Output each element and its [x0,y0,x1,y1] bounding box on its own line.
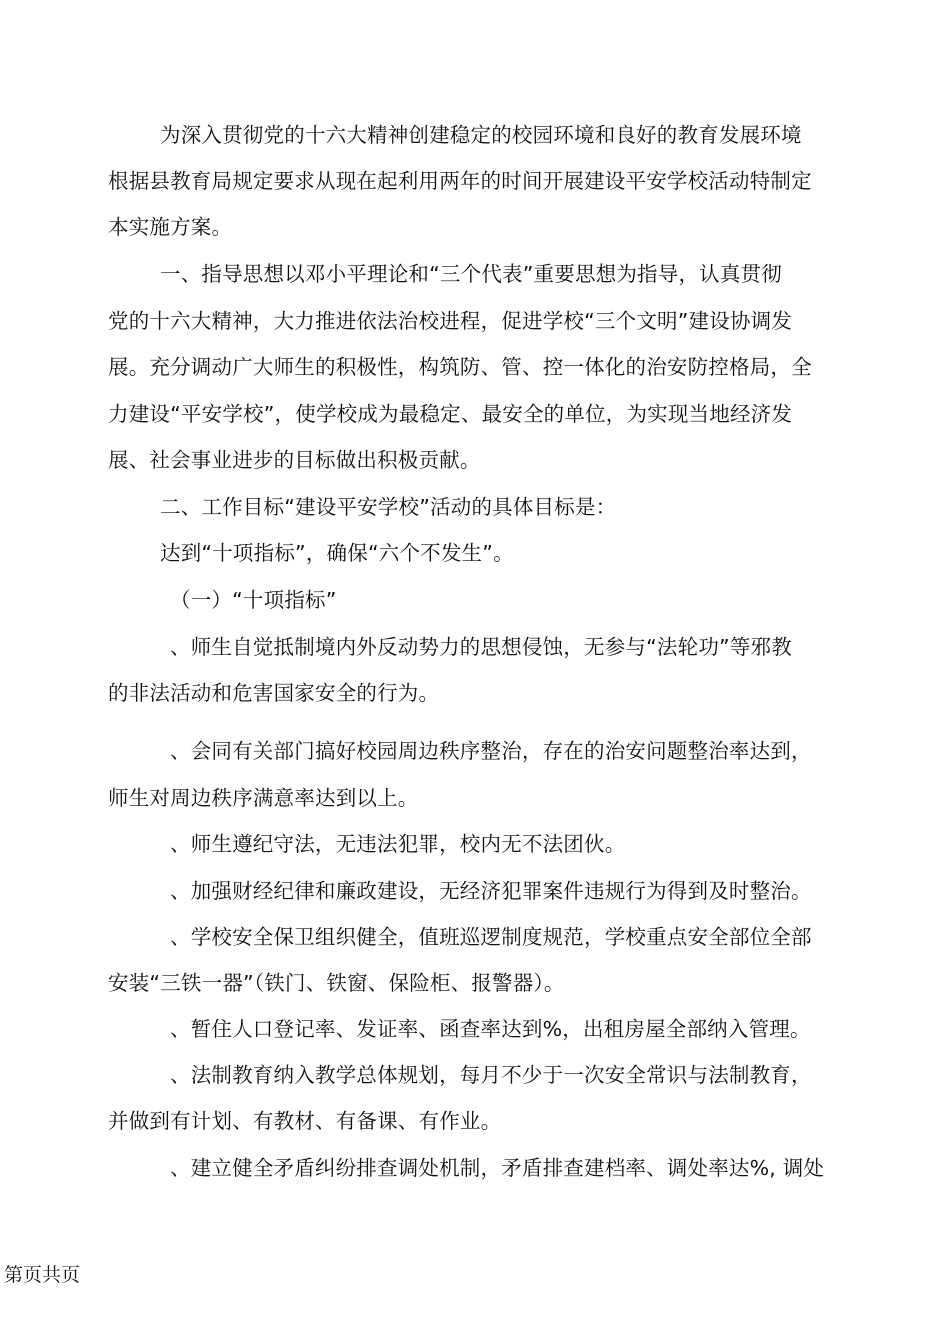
list-item-line: 、暂住人口登记率、发证率、函查率达到%，出租房屋全部纳入管理。 [170,1017,811,1041]
page-footer: 第页共页 [4,1264,81,1286]
text-line: 党的十六大精神，大力推进依法治校进程，促进学校“三个文明”建设协调发 [108,309,793,333]
list-item-line: 、建立健全矛盾纠纷排查调处机制，矛盾排查建档率、调处率达%, 调处 [170,1156,825,1180]
text-line: 的非法活动和危害国家安全的行为。 [108,681,440,705]
text-line: 为深入贯彻党的十六大精神创建稳定的校园环境和良好的教育发展环境 [160,123,802,147]
list-item-line: 、学校安全保卫组织健全，值班巡逻制度规范，学校重点安全部位全部 [170,925,812,949]
text-line: 展、社会事业进步的目标做出积极贡献。 [108,448,481,472]
list-item-line: 、师生遵纪守法，无违法犯罪，校内无不法团伙。 [170,832,626,856]
section-heading-line: 二、工作目标“建设平安学校”活动的具体目标是： [160,495,617,519]
text-line: 师生对周边秩序满意率达到以上。 [108,786,419,810]
list-item-line: 、加强财经纪律和廉政建设，无经济犯罪案件违规行为得到及时整治。 [170,879,812,903]
text-line: 安装“三铁一器”（铁门、铁窗、保险柜、报警器）。 [108,971,565,995]
list-item-line: 、会同有关部门搞好校园周边秩序整治，存在的治安问题整治率达到， [170,739,812,763]
text-line: 展。充分调动广大师生的积极性，构筑防、管、控一体化的治安防控格局，全 [108,355,812,379]
subsection-heading: （一）“十项指标” [170,588,337,612]
list-item-line: 、法制教育纳入教学总体规划，每月不少于一次安全常识与法制教育， [170,1063,812,1087]
section-heading-line: 一、指导思想以邓小平理论和“三个代表”重要思想为指导，认真贯彻 [160,262,782,286]
text-line: 力建设“平安学校”，使学校成为最稳定、最安全的单位，为实现当地经济发 [108,402,793,426]
text-line: 本实施方案。 [108,215,233,239]
text-line: 达到“十项指标”，确保“六个不发生”。 [160,541,514,565]
text-line: 根据县教育局规定要求从现在起利用两年的时间开展建设平安学校活动特制定 [108,169,812,193]
text-line: 并做到有计划、有教材、有备课、有作业。 [108,1109,502,1133]
list-item-line: 、师生自觉抵制境内外反动势力的思想侵蚀，无参与“法轮功”等邪教 [170,635,792,659]
